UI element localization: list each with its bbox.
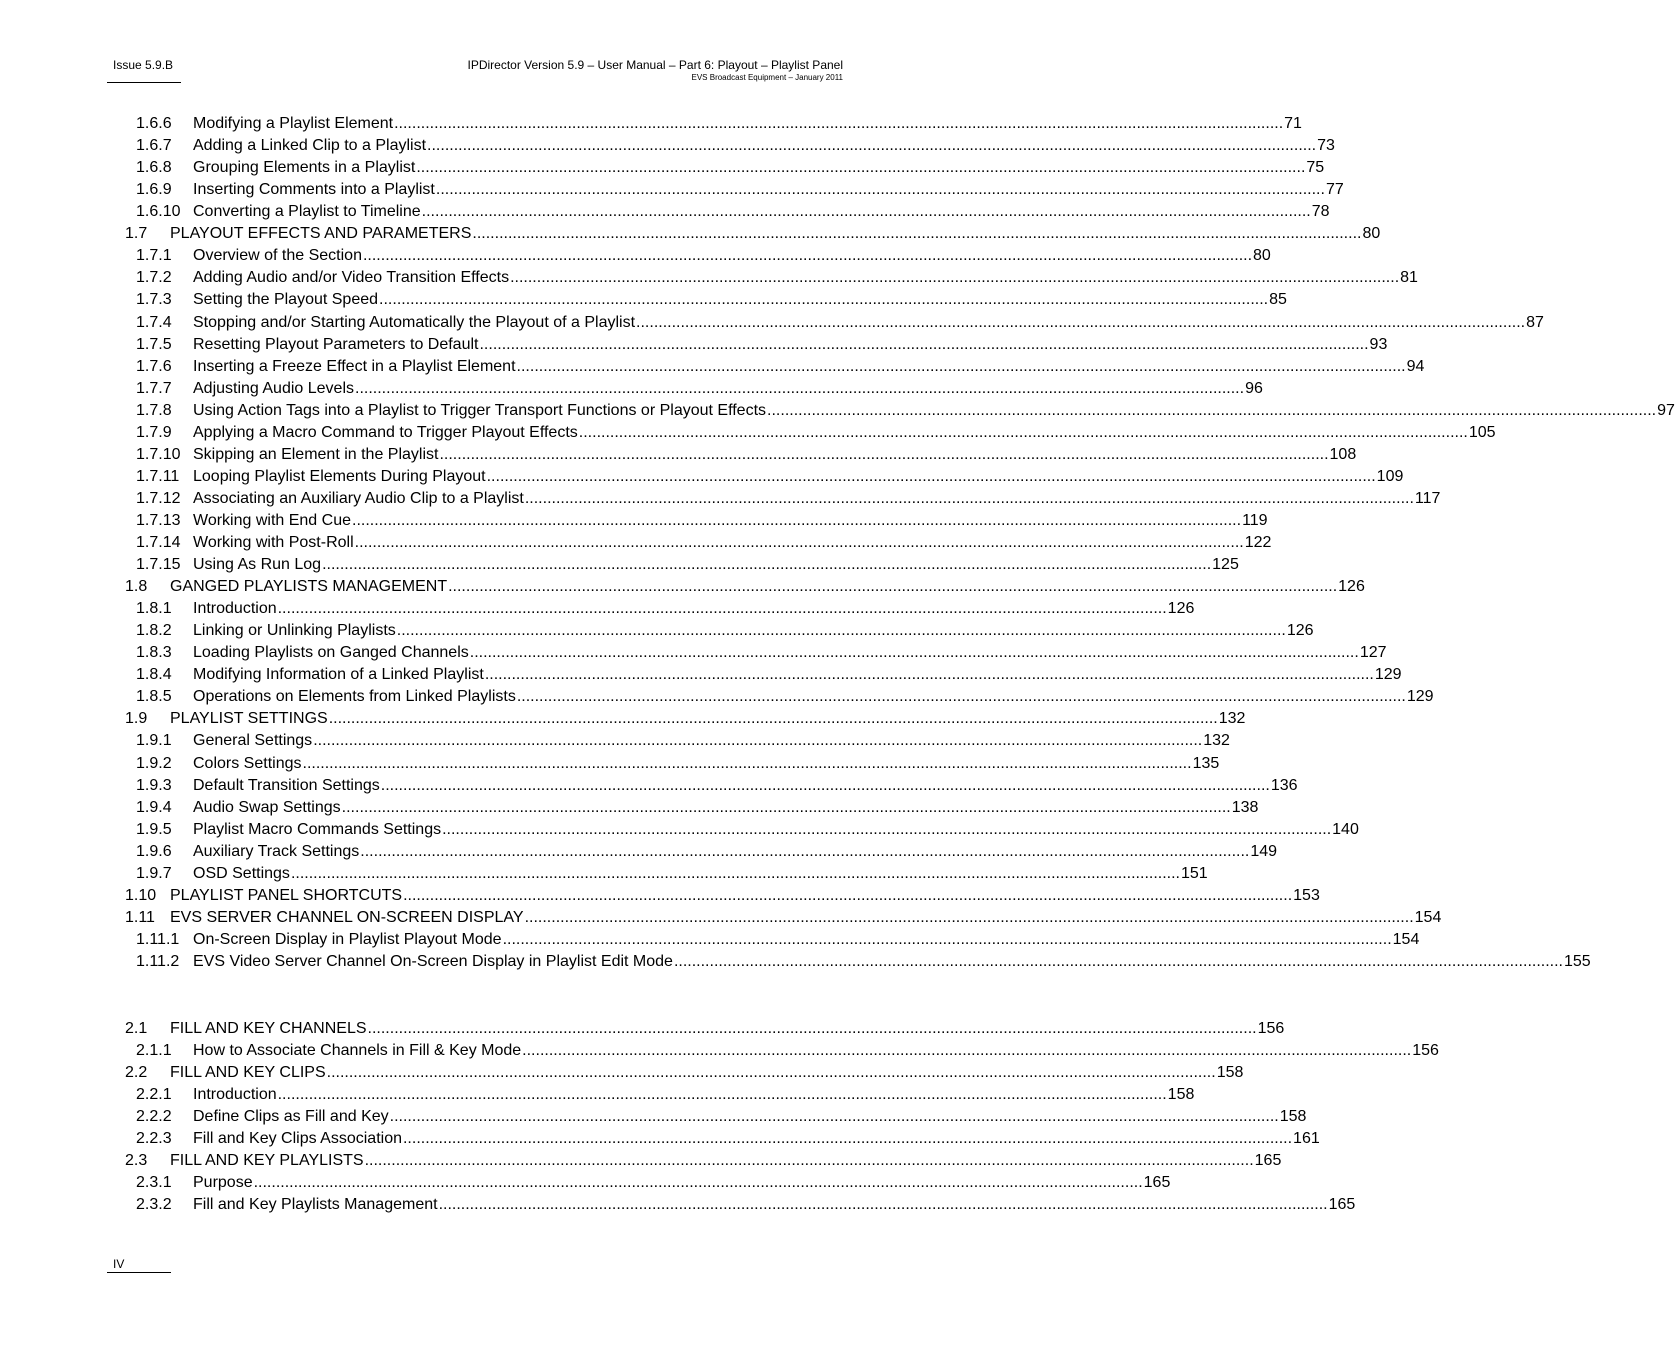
toc-entry[interactable] [0,334,1388,356]
toc-entry-page: 165 [1254,1151,1282,1169]
toc-entry-line [170,1062,1244,1084]
toc-entry[interactable] [0,510,1268,532]
toc-entry-number: 1.6.10 [136,203,181,221]
toc-entry-line [170,907,1442,929]
toc-entry-page: 94 [1406,357,1425,375]
toc-entry-line [193,245,1271,267]
toc-entry-number: 1.7.5 [136,335,172,353]
toc-entry-page: 73 [1317,137,1335,155]
toc-entry[interactable] [0,444,1357,466]
dot-leader: ........................................................................................................................................................................................................ [403,886,1293,904]
toc-entry-page: 149 [1250,842,1278,860]
toc-entry-line [193,334,1388,356]
toc-entry-number: 2.2.2 [136,1107,172,1125]
toc-entry-line [193,841,1278,863]
dot-leader: ........................................................................................................................................................................................................ [277,600,1167,618]
toc-entry-line [193,532,1272,554]
toc-entry-page: 126 [1338,578,1365,595]
toc-entry[interactable] [0,1040,1439,1062]
toc-entry[interactable] [0,1172,1171,1194]
toc-entry-number: 1.9.6 [136,842,172,860]
toc-entry-number: 1.8.1 [136,600,172,618]
toc-entry[interactable] [0,532,1272,554]
toc-entry[interactable] [0,907,1442,929]
toc-entry-title: Skipping an Element in the Playlist [193,445,439,463]
toc-entry-number: 1.7.3 [136,291,172,309]
dot-leader: ........................................................................................................................................................................................................ [502,930,1392,948]
toc-entry-page: 87 [1526,313,1544,331]
toc-entry[interactable] [0,598,1195,620]
dot-leader: ........................................................................................................................................................................................................ [486,467,1376,485]
toc-entry[interactable] [0,1106,1307,1128]
toc-entry-line [193,775,1298,797]
running-header [467,58,843,83]
toc-entry-title: FILL AND KEY PLAYLISTS [170,1151,364,1169]
toc-entry-page: 165 [1328,1195,1356,1213]
toc-entry-number: 2.2.1 [136,1085,172,1103]
dot-leader: ........................................................................................................................................................................................................ [367,1019,1257,1037]
toc-entry-line [170,1018,1285,1040]
toc-entry-page: 165 [1143,1173,1171,1191]
dot-leader: ........................................................................................................................................................................................................ [416,159,1306,177]
toc-entry-page: 93 [1369,335,1388,353]
toc-entry-page: 81 [1400,269,1418,287]
toc-entry-line [193,312,1544,334]
toc-entry-line [193,664,1402,686]
toc-entry[interactable] [0,708,1246,730]
toc-entry-number: 1.6.9 [136,181,172,199]
toc-entry-line [193,863,1208,885]
dot-leader: ........................................................................................................................................................................................................ [402,1129,1293,1147]
toc-entry-line [193,951,1591,973]
toc-entry-page: 140 [1332,820,1359,838]
toc-entry-number: 1.7.12 [136,489,181,507]
toc-entry-page: 156 [1412,1041,1439,1059]
toc-entry-number: 1.8.3 [136,644,172,662]
toc-entry-title: Setting the Playout Speed [193,291,379,309]
toc-entry-page: 119 [1242,511,1268,529]
toc-entry-line [193,1194,1356,1216]
toc-entry-title: Working with End Cue [193,511,351,529]
toc-entry-title: Inserting a Freeze Effect in a Playlist Element [193,357,516,375]
toc-entry-line [193,356,1425,378]
toc-entry-line [193,113,1302,135]
dot-leader: ........................................................................................................................................................................................................ [290,864,1180,882]
dot-leader: ........................................................................................................................................................................................................ [322,556,1212,573]
toc-entry-page: 126 [1167,600,1195,618]
dot-leader: ........................................................................................................................................................................................................ [427,137,1317,155]
toc-entry-line [193,1084,1195,1106]
dot-leader: ........................................................................................................................................................................................................ [326,1063,1216,1081]
toc-entry-line [193,753,1220,775]
dot-leader: ........................................................................................................................................................................................................ [394,115,1284,132]
dot-leader: ........................................................................................................................................................................................................ [355,379,1245,397]
toc-entry-title: Resetting Playout Parameters to Default [193,335,479,353]
dot-leader: ........................................................................................................................................................................................................ [379,291,1269,309]
toc-entry-line [193,1040,1439,1062]
toc-entry-number: 2.3.2 [136,1195,172,1213]
toc-entry-number: 1.7.6 [136,357,172,375]
toc-entry-line [193,1128,1320,1150]
toc-entry-number: 1.7.4 [136,313,172,331]
toc-entry-line [193,1172,1171,1194]
dot-leader: ........................................................................................................................................................................................................ [435,181,1325,199]
toc-entry-number: 1.9.3 [136,776,172,794]
toc-entry-number: 1.7.7 [136,379,172,397]
toc-entry[interactable] [0,797,1259,819]
dot-leader: ........................................................................................................................................................................................................ [362,247,1253,265]
toc-entry-number: 2.3 [125,1151,148,1169]
toc-entry-line [193,289,1287,311]
toc-entry-number: 1.9.4 [136,798,172,816]
toc-entry-title: FILL AND KEY CLIPS [170,1063,326,1081]
toc-entry[interactable] [0,642,1387,664]
toc-entry-title: Modifying a Playlist Element [193,115,394,132]
dot-leader: ........................................................................................................................................................................................................ [442,820,1332,838]
toc-entry-page: 156 [1257,1019,1285,1037]
toc-entry-title: GANGED PLAYLISTS MANAGEMENT [170,578,448,595]
toc-entry-line [193,135,1335,157]
toc-entry-title: General Settings [193,732,313,750]
toc-entry-page: 109 [1376,467,1404,485]
dot-leader: ........................................................................................................................................................................................................ [421,203,1311,221]
dot-leader: ........................................................................................................................................................................................................ [524,489,1414,507]
toc-entry-page: 155 [1564,952,1591,970]
toc-entry-page: 126 [1286,622,1314,640]
footer-rule [107,1272,171,1273]
toc-entry[interactable] [0,356,1425,378]
toc-entry[interactable] [0,841,1278,863]
toc-entry[interactable] [0,1194,1356,1216]
toc-entry-line [193,797,1259,819]
toc-entry-number: 1.11.1 [136,930,180,948]
toc-entry[interactable] [0,157,1325,179]
toc-entry-title: Modifying Information of a Linked Playlist [193,666,484,684]
toc-entry-number: 1.9.5 [136,820,172,838]
toc-entry-page: 138 [1231,798,1259,816]
toc-entry[interactable] [0,554,1239,576]
toc-entry-title: Adding Audio and/or Video Transition Effects [193,269,510,287]
toc-entry-number: 1.8.4 [136,666,172,684]
toc-entry[interactable] [0,400,1675,422]
toc-entry-page: 154 [1392,930,1420,948]
toc-entry-page: 71 [1284,115,1302,132]
toc-entry-line [193,510,1268,532]
toc-entry[interactable] [0,885,1320,907]
toc-entry-title: Adding a Linked Clip to a Playlist [193,137,427,155]
toc-entry-line [193,157,1325,179]
dot-leader: ........................................................................................................................................................................................................ [524,908,1414,926]
dot-leader: ........................................................................................................................................................................................................ [341,798,1231,816]
dot-leader: ........................................................................................................................................................................................................ [380,776,1270,794]
toc-entry-title: PLAYLIST SETTINGS [170,710,328,728]
toc-entry[interactable] [0,378,1263,400]
page-number: IV [113,1257,125,1271]
toc-entry-line [170,223,1381,245]
toc-entry-line [170,885,1320,907]
toc-entry[interactable] [0,1150,1282,1172]
toc-entry-number: 1.7.10 [136,445,181,463]
toc-entry-title: Colors Settings [193,754,302,772]
toc-entry-line [193,201,1330,223]
toc-entry[interactable] [0,135,1335,157]
dot-leader: ........................................................................................................................................................................................................ [510,269,1400,287]
toc-entry-line [170,1150,1282,1172]
toc-entry-page: 132 [1218,710,1246,728]
toc-entry-title: Introduction [193,600,277,618]
toc-entry-page: 132 [1203,732,1230,750]
toc-entry-title: Define Clips as Fill and Key [193,1107,389,1125]
toc-entry-number: 1.7.13 [136,511,181,529]
toc-entry-number: 2.2.3 [136,1129,172,1147]
toc-entry-number: 1.8 [125,578,148,595]
toc-entry-page: 78 [1311,203,1330,221]
toc-entry[interactable] [0,113,1302,135]
toc-entry[interactable] [0,245,1271,267]
toc-entry-line [170,576,1365,598]
toc-entry-title: Linking or Unlinking Playlists [193,622,396,640]
toc-entry-number: 1.6.7 [136,137,172,155]
dot-leader: ........................................................................................................................................................................................................ [479,335,1369,353]
dot-leader: ........................................................................................................................................................................................................ [636,313,1526,331]
toc-entry-page: 135 [1192,754,1220,772]
toc-entry-page: 153 [1293,886,1320,904]
toc-entry-line [193,179,1344,201]
toc-entry-line [193,598,1195,620]
toc-entry-page: 129 [1406,688,1434,706]
toc-entry-title: How to Associate Channels in Fill & Key Mode [193,1041,522,1059]
toc-entry-number: 1.11 [125,908,155,926]
header-rule [107,82,181,83]
toc-entry-title: On-Screen Display in Playlist Playout Mode [193,930,502,948]
toc-entry[interactable] [0,929,1420,951]
toc-entry-title: Inserting Comments into a Playlist [193,181,435,199]
toc-entry-line [193,620,1314,642]
toc-entry[interactable] [0,863,1208,885]
toc-entry[interactable] [0,1128,1320,1150]
toc-entry-title: Purpose [193,1173,253,1191]
toc-entry[interactable] [0,488,1441,510]
dot-leader: ........................................................................................................................................................................................................ [472,225,1362,243]
toc-entry[interactable] [0,753,1220,775]
toc-entry-number: 1.6.8 [136,159,172,177]
toc-entry-title: PLAYLIST PANEL SHORTCUTS [170,886,403,904]
toc-entry-page: 154 [1414,908,1442,926]
toc-entry-page: 136 [1270,776,1298,794]
dot-leader: ........................................................................................................................................................................................................ [360,842,1250,860]
toc-entry-line [193,444,1357,466]
toc-entry-line [193,554,1239,576]
toc-entry-page: 127 [1359,644,1387,662]
toc-entry-title: Stopping and/or Starting Automatically the Playout of a Playlist [193,313,636,331]
toc-entry-title: Converting a Playlist to Timeline [193,203,421,221]
toc-entry-line [170,708,1246,730]
toc-entry-title: Adjusting Audio Levels [193,379,354,397]
dot-leader: ........................................................................................................................................................................................................ [469,644,1359,662]
document-subtitle: EVS Broadcast Equipment – January 2011 [691,73,843,82]
toc-entry-number: 1.7.14 [136,534,181,551]
toc-entry[interactable] [0,819,1359,841]
toc-entry-page: 75 [1306,159,1325,177]
toc-entry-line [193,819,1359,841]
toc-entry-line [193,488,1441,510]
toc-entry-page: 97 [1657,401,1675,419]
toc-entry-title: Associating an Auxiliary Audio Clip to a Playlist [193,489,524,507]
toc-entry-number: 1.7.9 [136,423,172,441]
toc-entry-title: Looping Playlist Elements During Playout [193,467,486,485]
toc-entry-number: 1.11.2 [136,952,180,970]
toc-entry-title: EVS SERVER CHANNEL ON-SCREEN DISPLAY [170,908,524,926]
toc-entry-page: 117 [1414,489,1441,507]
toc-entry-number: 2.3.1 [136,1173,172,1191]
toc-entry[interactable] [0,1084,1195,1106]
toc-entry-title: Using As Run Log [193,556,322,573]
toc-entry-page: 122 [1244,534,1272,551]
toc-entry-title: OSD Settings [193,864,290,882]
toc-entry[interactable] [0,951,1591,973]
toc-entry-title: Playlist Macro Commands Settings [193,820,442,838]
toc-entry-title: Auxiliary Track Settings [193,842,360,860]
dot-leader: ........................................................................................................................................................................................................ [328,710,1218,728]
dot-leader: ........................................................................................................................................................................................................ [767,401,1657,419]
toc-entry[interactable] [0,422,1496,444]
toc-entry-line [193,466,1404,488]
toc-entry-number: 1.6.6 [136,115,172,132]
toc-entry-number: 1.7.8 [136,401,172,419]
toc-entry[interactable] [0,664,1402,686]
toc-entry-number: 1.9.7 [136,864,172,882]
toc-entry[interactable] [0,576,1365,598]
dot-leader: ........................................................................................................................................................................................................ [352,511,1242,529]
dot-leader: ........................................................................................................................................................................................................ [389,1107,1279,1125]
toc-entry-title: Grouping Elements in a Playlist [193,159,416,177]
toc-entry[interactable] [0,466,1404,488]
dot-leader: ........................................................................................................................................................................................................ [302,754,1192,772]
toc-entry[interactable] [0,289,1287,311]
dot-leader: ........................................................................................................................................................................................................ [438,1195,1328,1213]
toc-entry-number: 1.10 [125,886,157,904]
toc-entry[interactable] [0,1062,1244,1084]
toc-entry-title: Fill and Key Playlists Management [193,1195,438,1213]
dot-leader: ........................................................................................................................................................................................................ [522,1041,1412,1059]
toc-entry-number: 1.7.15 [136,556,181,573]
dot-leader: ........................................................................................................................................................................................................ [313,732,1203,750]
toc-entry-number: 1.7 [125,225,148,243]
toc-entry[interactable] [0,267,1418,289]
toc-entry-title: Audio Swap Settings [193,798,341,816]
toc-entry-number: 1.7.2 [136,269,172,287]
toc-entry-line [193,642,1387,664]
toc-entry-number: 1.9.2 [136,754,172,772]
toc-entry-number: 1.9 [125,710,148,728]
toc-entry-number: 2.1.1 [136,1041,172,1059]
toc-entry-page: 80 [1362,225,1381,243]
dot-leader: ........................................................................................................................................................................................................ [439,445,1329,463]
toc-entry[interactable] [0,223,1381,245]
toc-entry-line [193,378,1263,400]
dot-leader: ........................................................................................................................................................................................................ [253,1173,1143,1191]
toc-entry-page: 80 [1253,247,1271,265]
toc-entry-line [193,686,1434,708]
toc-entry-title: PLAYOUT EFFECTS AND PARAMETERS [170,225,472,243]
dot-leader: ........................................................................................................................................................................................................ [578,423,1468,441]
toc-entry-page: 151 [1181,864,1208,882]
dot-leader: ........................................................................................................................................................................................................ [673,952,1563,970]
toc-entry-line [193,422,1496,444]
toc-entry-line [193,1106,1307,1128]
toc-entry-page: 161 [1293,1129,1320,1147]
toc-entry-line [193,929,1420,951]
toc-entry-title: FILL AND KEY CHANNELS [170,1019,367,1037]
toc-entry[interactable] [0,730,1230,752]
toc-entry[interactable] [0,312,1544,334]
toc-entry-title: Introduction [193,1085,277,1103]
toc-entry[interactable] [0,179,1344,201]
dot-leader: ........................................................................................................................................................................................................ [396,622,1286,640]
toc-entry-title: Fill and Key Clips Association [193,1129,402,1147]
toc-entry-page: 96 [1245,379,1263,397]
toc-entry-page: 158 [1279,1107,1307,1125]
toc-entry-line [193,730,1230,752]
document-title: IPDirector Version 5.9 – User Manual – Part 6: Playout – Playlist Panel [467,58,843,72]
toc-entry-page: 108 [1329,445,1357,463]
toc-entry-page: 125 [1212,556,1239,573]
dot-leader: ........................................................................................................................................................................................................ [277,1085,1167,1103]
toc-entry-number: 1.9.1 [136,732,172,750]
toc-entry-number: 2.2 [125,1063,148,1081]
toc-entry-page: 77 [1325,181,1344,199]
toc-entry-line [193,400,1675,422]
dot-leader: ........................................................................................................................................................................................................ [516,357,1406,375]
toc-entry-title: EVS Video Server Channel On-Screen Display in Playlist Edit Mode [193,952,673,970]
toc-entry-page: 158 [1216,1063,1244,1081]
toc-entry-title: Default Transition Settings [193,776,380,794]
issue-label: Issue 5.9.B [113,58,174,72]
toc-entry-page: 158 [1167,1085,1195,1103]
toc-entry-number: 1.8.5 [136,688,172,706]
dot-leader: ........................................................................................................................................................................................................ [516,688,1406,706]
toc-entry-title: Working with Post-Roll [193,534,354,551]
toc-entry[interactable] [0,201,1330,223]
toc-entry[interactable] [0,686,1434,708]
toc-entry[interactable] [0,1018,1285,1040]
toc-entry-number: 2.1 [125,1019,148,1037]
toc-entry-page: 129 [1374,666,1402,684]
dot-leader: ........................................................................................................................................................................................................ [484,666,1374,684]
toc-entry-title: Operations on Elements from Linked Playlists [193,688,516,706]
toc-entry-title: Applying a Macro Command to Trigger Playout Effects [193,423,578,441]
dot-leader: ........................................................................................................................................................................................................ [354,534,1244,551]
toc-entry-number: 1.7.1 [136,247,172,265]
toc-entry-title: Using Action Tags into a Playlist to Trigger Transport Functions or Playout Effects [193,401,767,419]
dot-leader: ........................................................................................................................................................................................................ [364,1151,1254,1169]
toc-entry-line [193,267,1418,289]
toc-entry-number: 1.8.2 [136,622,172,640]
toc-entry[interactable] [0,620,1314,642]
toc-entry-page: 85 [1269,291,1287,309]
toc-entry[interactable] [0,775,1298,797]
toc-entry-number: 1.7.11 [136,467,180,485]
toc-entry-page: 105 [1468,423,1496,441]
toc-entry-title: Overview of the Section [193,247,362,265]
dot-leader: ........................................................................................................................................................................................................ [448,578,1338,595]
toc-entry-title: Loading Playlists on Ganged Channels [193,644,469,662]
